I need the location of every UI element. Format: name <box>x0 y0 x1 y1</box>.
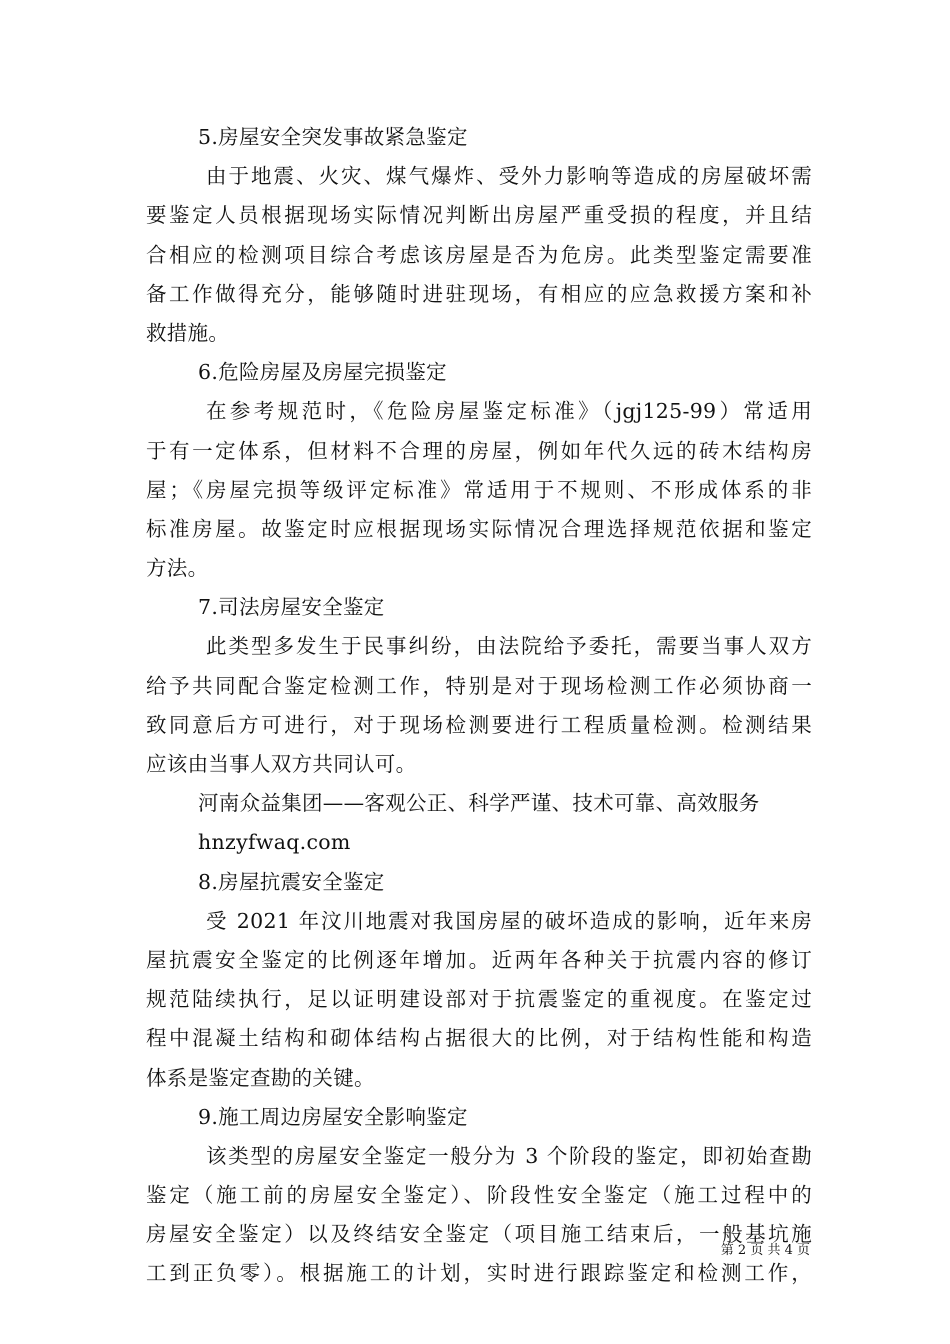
paragraph-line: 于有一定体系，但材料不合理的房屋，例如年代久远的砖木结构房 <box>146 438 812 463</box>
paragraph-line: 程中混凝土结构和砌体结构占据很大的比例，对于结构性能和构造 <box>146 1026 812 1051</box>
paragraph-line: 救措施。 <box>146 320 230 345</box>
paragraph-line: 屋；《房屋完损等级评定标准》常适用于不规则、不形成体系的非 <box>146 477 812 502</box>
paragraph-line: 此类型多发生于民事纠纷，由法院给予委托，需要当事人双方 <box>206 634 812 659</box>
paragraph-line: 屋抗震安全鉴定的比例逐年增加。近两年各种关于抗震内容的修订 <box>146 947 812 972</box>
section-heading: 7.司法房屋安全鉴定 <box>198 595 385 620</box>
paragraph-line: 方法。 <box>146 556 209 581</box>
paragraph-line: 给予共同配合鉴定检测工作，特别是对于现场检测工作必须协商一 <box>146 673 812 698</box>
text-line: 河南众益集团——客观公正、科学严谨、技术可靠、高效服务 <box>198 791 760 816</box>
paragraph-line: 规范陆续执行，足以证明建设部对于抗震鉴定的重视度。在鉴定过 <box>146 987 812 1012</box>
text-line: hnzyfwaq.com <box>198 830 351 855</box>
paragraph-line: 合相应的检测项目综合考虑该房屋是否为危房。此类型鉴定需要准 <box>146 242 812 267</box>
paragraph-line: 致同意后方可进行，对于现场检测要进行工程质量检测。检测结果 <box>146 712 812 737</box>
paragraph-line: 工到正负零）。根据施工的计划，实时进行跟踪鉴定和检测工作， <box>146 1261 812 1286</box>
section-heading: 9.施工周边房屋安全影响鉴定 <box>198 1104 468 1129</box>
paragraph-line: 鉴定（施工前的房屋安全鉴定）、阶段性安全鉴定（施工过程中的 <box>146 1183 812 1208</box>
paragraph-line: 该类型的房屋安全鉴定一般分为 3 个阶段的鉴定，即初始查勘 <box>206 1143 812 1168</box>
paragraph-line: 备工作做得充分，能够随时进驻现场，有相应的应急救援方案和补 <box>146 281 812 306</box>
paragraph-line: 体系是鉴定查勘的关键。 <box>146 1065 375 1090</box>
paragraph-line: 房屋安全鉴定）以及终结安全鉴定（项目施工结束后，一般基坑施 <box>146 1222 812 1247</box>
section-heading: 6.危险房屋及房屋完损鉴定 <box>198 360 447 385</box>
document-body <box>146 118 812 1294</box>
paragraph-line: 应该由当事人双方共同认可。 <box>146 752 417 776</box>
paragraph-line: 标准房屋。故鉴定时应根据现场实际情况合理选择规范依据和鉴定 <box>146 516 812 541</box>
paragraph-line: 受 2021 年汶川地震对我国房屋的破坏造成的影响，近年来房 <box>206 908 812 933</box>
section-heading: 8.房屋抗震安全鉴定 <box>198 869 385 894</box>
paragraph-line: 由于地震、火灾、煤气爆炸、受外力影响等造成的房屋破坏需 <box>206 164 812 189</box>
paragraph-line: 要鉴定人员根据现场实际情况判断出房屋严重受损的程度，并且结 <box>146 203 812 228</box>
page-number: 第 2 页 共 4 页 <box>720 1243 810 1258</box>
section-heading: 5.房屋安全突发事故紧急鉴定 <box>198 125 468 149</box>
paragraph-line: 在参考规范时，《危险房屋鉴定标准》（jgj125-99）常适用 <box>206 399 812 424</box>
